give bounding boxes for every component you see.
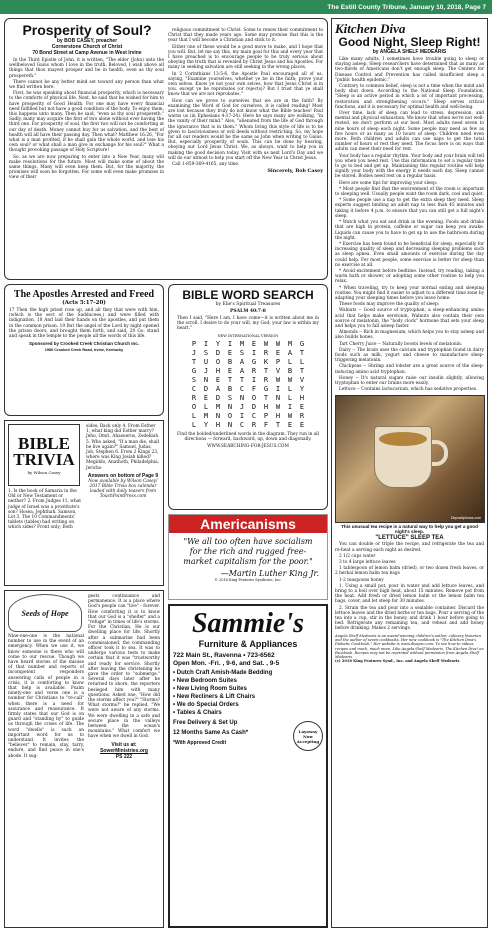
word-search-letter: J <box>191 348 197 357</box>
word-search-letter: P <box>275 357 281 366</box>
recipe-line: 1. Using a small pot, pour in water and add lettuce leaves, and bring to a boil over high heat, about 15 minutes. Remove pot from the heat. Add fresh or dried lemon balm or the lemon balm tea bags, cover, and let steep for 30 minutes. <box>335 583 484 605</box>
kd-paragraph: Lettuce -- Contains lactucarium, which has sedative properties. <box>339 387 478 393</box>
word-search-letter: R <box>263 375 269 384</box>
kd-paragraph: Dairy -- The brain uses the calcium and tryptophan found in dairy foods such as milk, yogurt and cheese to manufacture sleep-triggering melatonin. <box>335 347 484 364</box>
sammies-item: • New Recliners & Lift Chairs <box>173 693 323 701</box>
word-search-letter: W <box>263 339 269 348</box>
trivia-questions-right: sides; Back only 4. From Esther 1, what king did Esther marry? Jehu, Omri, Ahasuerus, Zedekiah 5. Who asked, "If a man die, shall he live again?" Samuel, Judas, Job, Stephen 6. From 2 Kings 23, where was King Josiah killed? Megiddo, Anathoth, Philadelphia, Jericho <box>86 424 160 471</box>
sammies-item: • Tables & Chairs <box>173 709 323 717</box>
tea-photo <box>335 395 485 523</box>
word-search-letter: S <box>239 348 245 357</box>
word-search-letter: R <box>191 393 197 402</box>
kd-paragraph: * Watch what you eat and drink in the evening. Foods and drinks that are high in protein, caffeine or sugar can keep you awake. Liquids can cause you to have to get up to use the bathroom during the night. <box>335 220 484 241</box>
word-search-letter: G <box>251 357 257 366</box>
word-search-letter: B <box>287 366 293 375</box>
word-search-letter: I <box>227 339 233 348</box>
prosperity-paragraph: How can we prove to ourselves that we are in the faith? By examining the Word of God for ourselves, it is called reading! Most are lost because they truly do not know what the Bible teaches! Paul warns us (in Ephesians 4:17-24). Here he says many are walking, "in the vanity of their mind." Also, "alienated from the life of God through the ignorance that is in them." Whom living this style of life is to be given to lasciviousness or evil deeds without restricting. So, my hope for all our readers would be the same as John when writing to Gaius. But, especially prosperity of souls. This can be done by hearing, obeying our Lord Jesus Christ. We, as always, want to help you in making the good decision today. Visit with us next Lord's Day and we will do our utmost to help you start off the New Year in Christ Jesus. <box>168 98 323 161</box>
word-search-letter: W <box>287 411 293 420</box>
sammies-address: 722 Main St., Ravenna • 723-6562 <box>173 652 275 659</box>
sammies-name: Sammie's <box>191 608 304 639</box>
americanisms-box <box>168 514 328 600</box>
word-search-letter: G <box>299 339 305 348</box>
word-search-letter: I <box>239 411 245 420</box>
recipe-line: You can double or triple the recipe, and refrigerate the tea and re-heat a serving each night as desired. <box>335 542 484 553</box>
kd-paragraph: Contrary to common belief, sleep is not a time when the mind and body shut down. According to the National Sleep Foundation, "Sleep is an active period in which a lot of important processing, restoration and strengthening occurs." Sleep serves critical functions, and it is necessary for optimal health and well-being. <box>335 84 484 110</box>
kd-paragraph: * Exercise has been found to be beneficial for sleep, especially for increasing quality of sleep and decreasing sleeping problems such as sleep apnea. Even small amounts of exercise during the day could help. For most people, some exercise is better for sleep than no exercise at all. <box>335 241 484 268</box>
mug-handle <box>430 440 448 466</box>
word-search-letter: E <box>227 348 233 357</box>
bible-trivia-logo <box>8 424 80 486</box>
kitchen-copyright: (c) 2018 King Features Synd., Inc. and Angela Shelf Medearis <box>335 659 460 664</box>
word-search-letter: N <box>203 375 209 384</box>
prosperity-paragraph: In the Third Epistle of John, it is written, "The elder (John) unto the wellbeloved Gaius whom I love in the truth. Beloved, I wish above all things that thou mayest prosper and be in health, even as thy soul prospereth." <box>9 58 164 79</box>
seeds-text-left: Nine-one-one is the national number to use in the event of an emergency. When we use it, we know someone is there who will come to our rescue. Though we have heard stories of the misuse of that number and reports of incompetent responders answering calls of people in a crisis, it is comforting to know that help is available. Psalm ninety-one and verse one is a number for Christians to "re-call" when there is a need for assurance and reassurance. It firmly states that our God is on guard and "standing by" to guide us through the crises of life. The word "dwells" is such an important word for us to understand. It invites the "believer" to remain, stay, tarry, endure, and find peace in one's abode. It sug- <box>8 634 84 759</box>
apostles-title: The Apostles Arrested and Freed <box>13 289 155 300</box>
word-search-letter: B <box>227 357 233 366</box>
word-search-letter: M <box>239 339 245 348</box>
recipe-line: 1-2 teaspoons honey <box>339 577 384 583</box>
word-search-grid <box>188 340 308 430</box>
word-search-letter: F <box>263 420 269 429</box>
word-search-letter: W <box>275 375 281 384</box>
kitchen-diva-body <box>335 57 484 392</box>
word-search-letter: Y <box>215 339 221 348</box>
kitchen-diva-byline: by ANGELA SHELF MEDEARIS <box>372 49 447 55</box>
word-search-letter: P <box>263 411 269 420</box>
sammies-subtitle: Furniture & Appliances <box>198 639 298 649</box>
prosperity-paragraph: religious commitment to Christ. Some to renew their commitment to Christ that they made years ago. Some may promise that this is the year that I will become a Christian and stick to it. <box>168 28 323 44</box>
seeds-text-right: gests continuance and permanence. It is a place where God's people can "live" - forever. How comforting it is to know that our God is a "shelter" and a "refuge" in times of life's storms. For the Christian, He is our dwelling place for life. Shortly after a submarine had been commissioned, the commanding officer took it to sea. It was to undergo various tests to make certain that it was "trustworthy and ready for service. Shortly after leaving the christening he gave the order to "submerge." Several days later after he returned to shore, the reporters besieged him with many questions. Asked one, "How did the storms affect you?" "Storms? What storms?" he replied. "We were not aware of any storms. We were dwelling in a safe and secure place in the valleys between the ocean's mountains." What comfort we have when we dwell in God. <box>88 594 160 740</box>
word-search-letter: E <box>203 393 209 402</box>
word-search-letter: I <box>287 402 293 411</box>
word-search-letter: L <box>287 384 293 393</box>
word-search-letter: T <box>263 393 269 402</box>
kd-paragraph: Here are some tips for improving your sleep: <box>339 180 438 186</box>
sammies-financing: 12 Months Same As Cash* <box>173 730 249 736</box>
word-search-letter: C <box>239 420 245 429</box>
trivia-questions-left: 1. Is the book of Samaria in the Old or New Testament or neither? 2. From Judges 11, what judge of Israel was a prostitute's son? Hosea, Jephthah, Samson, Lot 3. The 10 Commandments' tablets (tables) had writing on which sides? Front only; Both <box>8 489 82 531</box>
bible-trivia <box>4 420 164 586</box>
author-bio: Angela Shelf Medearis is an award-winning children's author, culinary historian and the author of seven cookbooks. Her new cookbook is "The Kitchen Diva's Diabetic Cookbook." Her website is www.divapro.com. To see how-to videos, recipes and much, much more, Like Angela Shelf Medearis, The Kitchen Diva! on Facebook. Recipes may not be reprinted without permission from Angela Shelf Medearis. <box>335 633 484 660</box>
kd-paragraph: Honey -- It's natural sugars raise our insulin slightly, allowing tryptophan to enter our brains more easily. <box>335 375 484 386</box>
word-search-caption: Find the bolded/underlined words in the diagram. They run in all directions — forward, backward, up, down and diagonally. <box>176 431 320 442</box>
word-search-letter: U <box>203 357 209 366</box>
prosperity-col-right <box>168 28 323 182</box>
prosperity-byline-2: Cornerstone Church of Christ <box>51 44 123 50</box>
word-search-letter: W <box>287 375 293 384</box>
word-search-letter: H <box>299 393 305 402</box>
word-search-letter: G <box>191 366 197 375</box>
word-search-letter: C <box>191 384 197 393</box>
word-search-letter: N <box>227 420 233 429</box>
seeds-logo-text: Seeds of Hope <box>21 608 69 618</box>
word-search-letter: T <box>239 375 245 384</box>
prosperity-byline-1: by BOB CASEY, preacher <box>56 38 118 44</box>
word-search-site: WWW.SEARCHING-FOR-JESUS.COM <box>207 443 289 449</box>
trivia-logo-trivia: TRIVIA <box>13 449 75 469</box>
word-search-letter: O <box>215 357 221 366</box>
word-search-letter: D <box>215 348 221 357</box>
word-search-title: BIBLE WORD SEARCH <box>182 288 314 302</box>
word-search-letter: H <box>263 402 269 411</box>
kd-paragraph: Like many adults, I sometimes have trouble going to sleep or staying asleep. Sleep researchers have determined that as many as two-thirds of Americans don't get enough sleep. The Centers for Disease Control and Prevention has called insufficient sleep a "public health epidemic." <box>335 57 484 83</box>
word-search-letter: L <box>191 411 197 420</box>
word-search-letter: R <box>251 366 257 375</box>
word-search-letter: I <box>203 339 209 348</box>
kd-paragraph: * Most people find that the environment of the room is important to sleeping well. Usually people want the room dark, cool and quiet. <box>335 186 484 198</box>
word-search-letter: O <box>191 402 197 411</box>
trivia-note: Now available by Wilson Casey! 2017 Bible Trivia box calendar loaded with daily teasers from TouchPointPress.com <box>88 478 158 500</box>
seeds-footer-site[interactable]: SowerMinistries.org <box>100 747 148 754</box>
kd-paragraph: * When traveling, try to keep your normal eating and sleeping routine. You might find it easier to adjust to a different time zone by adapting your sleeping times before you leave home. <box>335 285 484 301</box>
prosperity-paragraph: First, he was speaking about financial prosperity, which is necessary to the comforts of physical life. Next, he said that he wished for him to have prosperity of Good Health. For one may have every financial need fulfilled but not have a good condition of the body. To enjoy them, this happens unto many. Then he said, "even as thy soul prospereth." Sadly, many may acquire the first of two alone without ever having the third one. For prosperity of soul, the first two will not be comforting at our day of death. Money cannot buy for us salvation, and the best of health will all have their passing day. Then what? Matthew 16:26, "For what is a man profited, if he shall gain the whole world, and lose his own soul? or what shall a man give in exchange for his soul?" What a thought provoking passage of Holy Scripture! <box>9 91 164 154</box>
prosperity-paragraph: In 2 Corinthians 13:5-6, the Apostle Paul encouraged all of us, saying, "Examine yourselves, whether ye be in the faith; prove your own selves. Know ye not your own selves, how that Jesus Christ is in you, except ye be reprobates (or rejects)? But I trust that ye shall know that we are not reprobates." <box>168 71 323 98</box>
kd-paragraph: Your body has a regular rhythm. Your body and your brain will tell you when you need rest. Use this information to set a regular time to go to bed and get up. Maintaining this regular routine will help signify your body with the energy it needs each day. Sleep cannot be stored. Bodies need rest on a regular basis. <box>335 153 484 180</box>
word-search-letter: E <box>215 375 221 384</box>
kd-paragraph: Almonds -- Rich in magnesium, which helps you to stay asleep and also builds bones. <box>335 330 484 341</box>
recipe-line: 3 to 4 large lettuce leaves <box>339 560 396 565</box>
trivia-answers: Answers on bottom of Page 9 <box>87 472 159 479</box>
americanisms-author: —Martin Luther King Jr. <box>220 569 319 578</box>
word-search-letter: Y <box>203 420 209 429</box>
sammies-delivery: Free Delivery & Set Up <box>173 720 238 726</box>
word-search-letter: I <box>251 348 257 357</box>
prosperity-signature: Sincerely, Bob Casey <box>267 168 323 175</box>
word-search-letter: T <box>263 366 269 375</box>
word-search-letter: N <box>275 393 281 402</box>
word-search-letter: C <box>251 411 257 420</box>
recipe-line: 2 1/2 cups water <box>339 553 376 559</box>
word-search-letter: H <box>215 420 221 429</box>
kd-paragraph: * Avoid excitement before bedtime. Instead, try reading, taking a warm bath or shower, or adopting some other routine to help you relax. <box>335 268 484 285</box>
word-search-letter: A <box>287 348 293 357</box>
word-search-letter: N <box>215 411 221 420</box>
apostles-sponsor: Sponsored by Crooked Creek Christian Church Inc. <box>28 341 140 347</box>
sammies-item: • Dutch Craft Amish-Made Bedding <box>173 669 323 677</box>
word-search-letter: L <box>299 357 305 366</box>
americanisms-copyright: © 2018 King Features Syndicate, Inc. <box>214 578 282 582</box>
americanisms-quote: "We all too often have socialism for the rich and rugged free-market capitalism for the poor." <box>183 537 313 566</box>
americanisms-title: Americanisms <box>169 515 327 533</box>
word-search-letter: E <box>251 339 257 348</box>
word-search-letter: V <box>299 375 305 384</box>
kd-paragraph: Over time, lack of sleep can lead to stress, depression, and mental and physical exhaustion. We know that when we're not well-rested, we don't perform at our best. Most adults need seven to nine hours of sleep each night. Some people may need as few as five hours or as many as 10 hours of sleep. Children need even more. Both children and adults can use naps to get the total number of hours of rest they need. The focus here is on ways that adults can meet their need for rest. <box>335 111 484 153</box>
word-search-by: by Elie's Spiritual Treasures <box>215 302 281 307</box>
word-search-letter: A <box>239 366 245 375</box>
word-search-letter: T <box>299 366 305 375</box>
word-search-letter: S <box>227 393 233 402</box>
kd-paragraph: Chickpeas -- Shrimp and lobster are a great source of the sleep-inducing amino acid tryptophan. <box>335 364 484 375</box>
word-search-version: NEW INTERNATIONAL VERSION <box>217 333 279 338</box>
word-search-letter: E <box>275 348 281 357</box>
prosperity-col-left <box>9 58 164 182</box>
bible-word-search <box>168 284 328 510</box>
word-search-letter: M <box>215 402 221 411</box>
seeds-of-hope <box>4 590 164 928</box>
word-search-letter: S <box>191 375 197 384</box>
apostles-sponsor-address: 1980 Crooked Creek Road, Irvine, Kentucky <box>44 348 124 353</box>
prosperity-byline-3: 70 Bond Street at Camp Avenue in West Irvine <box>32 50 142 56</box>
word-search-letter: S <box>203 348 209 357</box>
word-search-verse: Then I said, "Here I am, I have come—it is written about me in the scroll. I desire to do your will, my God; your law is within my heart." <box>177 316 319 332</box>
sammies-hours: Open Mon. -Fri. , 9-6, and Sat. , 9-5 <box>173 660 280 667</box>
word-search-letter: M <box>203 411 209 420</box>
word-search-letter: R <box>251 420 257 429</box>
kitchen-diva-title: Good Night, Sleep Right! <box>338 35 481 49</box>
word-search-letter: D <box>203 384 209 393</box>
word-search-letter: J <box>203 366 209 375</box>
recipe-body <box>335 542 484 631</box>
word-search-letter: O <box>227 411 233 420</box>
recipe-title: "LETTUCE" SLEEP TEA <box>375 535 444 542</box>
word-search-letter: V <box>275 366 281 375</box>
word-search-letter: L <box>287 357 293 366</box>
kd-paragraph: Tart Cherry Juice -- Naturally boosts levels of melatonin. <box>339 341 463 347</box>
word-search-letter: B <box>227 384 233 393</box>
word-search-letter: P <box>191 339 197 348</box>
word-search-letter: L <box>287 393 293 402</box>
word-search-letter: Y <box>299 384 305 393</box>
word-search-letter: T <box>299 348 305 357</box>
word-search-letter: I <box>275 384 281 393</box>
prosperity-paragraph: There cannot be any better mind set toward any person than what we find written here. <box>9 79 164 91</box>
word-search-letter: D <box>251 402 257 411</box>
word-search-letter: O <box>251 393 257 402</box>
word-search-letter: G <box>263 384 269 393</box>
trivia-author: by Wilson Casey <box>27 469 61 475</box>
word-search-letter: L <box>203 402 209 411</box>
sammies-item: • New Bedroom Suites <box>173 677 323 685</box>
word-search-letter: A <box>215 384 221 393</box>
sammies-ad <box>168 604 328 928</box>
word-search-letter: E <box>299 402 305 411</box>
kd-paragraph: * Some people use a nap to get the extra sleep they need. Sleep experts suggest limiting an adult nap to less than 45 minutes and taking it before 4 p.m. to ensure that you can still get a full night's sleep. <box>335 198 484 219</box>
prosperity-article <box>4 18 328 280</box>
word-search-psalm: PSALM 40:7-8 <box>230 309 266 314</box>
kitchen-diva-article <box>331 18 488 928</box>
recipe-line: 1 tablespoon of lemon balm (dried), or two dozen fresh leaves, or 2 herbal lemon balm tea bags <box>335 566 484 577</box>
sammies-item: • We do Special Orders <box>173 701 323 709</box>
word-search-letter: W <box>275 339 281 348</box>
word-search-letter: C <box>239 384 245 393</box>
seeds-footer-code: PS 222 <box>115 753 133 760</box>
word-search-letter: I <box>251 375 257 384</box>
word-search-letter: T <box>275 420 281 429</box>
prosperity-paragraph: So, as we are now preparing to enter into a New Year, many will make resolutions for the future. Most will make some of about the same things. Many will even keep them. But, for the majority, the promises will soon be forgotten. For some will even make promises in view of their <box>9 154 164 181</box>
word-search-letter: A <box>239 357 245 366</box>
kd-paragraph: These foods may improve the quality of sleep: <box>339 302 440 308</box>
word-search-letter: M <box>287 339 293 348</box>
word-search-letter: W <box>275 402 281 411</box>
word-search-letter: E <box>227 366 233 375</box>
prosperity-title: Prosperity of Soul? <box>22 22 152 38</box>
word-search-letter: H <box>275 411 281 420</box>
apostles-text: 17 Then the high priest rose up, and all they that were with him, (which is the sect of the Sadducees,) and were filled with indignation, 18 And laid their hands on the apostles, and put them in the common prison. 19 But the angel of the Lord by night opened the prison doors, and brought them forth, and said, 20 Go, stand and speak in the temple to the people all the words of this life. <box>9 308 159 340</box>
word-search-letter: E <box>287 420 293 429</box>
sammies-items <box>173 669 323 717</box>
trivia-logo-bible: BIBLE <box>18 433 70 453</box>
word-search-letter: L <box>191 420 197 429</box>
apostles-article <box>4 284 164 416</box>
word-search-letter: K <box>263 357 269 366</box>
prosperity-paragraph: Either one of these would be a good move to make, and I hope that you will. But, let me say this, my main goal for this and every year that I have preached is to encourage people to be truly serious about obeying the truth that is revealed by Christ Jesus and his Apostles. For many in seeking salvation are still seeking in the wrong places. <box>168 44 323 71</box>
seeds-footer-visit: Visit us at: <box>111 741 137 748</box>
word-search-letter: N <box>239 393 245 402</box>
layaway-seal: Layaway Now Accepting <box>293 721 323 751</box>
apostles-reference: (Acts 5:17-20) <box>62 300 106 306</box>
word-search-letter: D <box>215 393 221 402</box>
kd-paragraph: Walnuts -- Good source of tryptophan, a sleep-enhancing amino acid that helps make serotonin. Walnuts also contain their own source of melatonin, the "body clock" hormone that sets your sleep and helps you to fall asleep faster. <box>335 308 484 329</box>
sammies-item: • New Living Room Suites <box>173 685 323 693</box>
word-search-letter: R <box>299 411 305 420</box>
photo-credit: Depositphotos.com <box>451 516 481 521</box>
word-search-letter: T <box>191 357 197 366</box>
recipe-line: 2. Strain the tea and pour into a sealable container. Discard the lettuce leaves and the dried herbs or tea bags. Pour a serving of the tea into a cup, stir in the honey, and drink 1 hour before going to bed. Refrigerate any remaining tea, and reheat and add honey before drinking. Makes 2 servings. <box>335 605 484 632</box>
word-search-letter: R <box>263 348 269 357</box>
photo-caption: This unusual tea recipe is a natural way to help you get a good night's sleep. <box>341 524 478 535</box>
word-search-letter: E <box>299 420 305 429</box>
sammies-credit-note: *With Approved Credit <box>173 740 227 746</box>
word-search-letter: H <box>215 366 221 375</box>
prosperity-paragraph: Call 1-859-369-4165, any time. <box>172 162 240 168</box>
header-text: The Estill County Tribune, January 10, 2018, Page 7 <box>327 3 486 11</box>
word-search-letter: J <box>239 402 245 411</box>
seeds-logo <box>8 594 82 632</box>
word-search-letter: N <box>227 402 233 411</box>
word-search-letter: T <box>227 375 233 384</box>
kitchen-diva-head: Kitchen Diva <box>335 21 406 36</box>
page-header <box>0 0 492 14</box>
word-search-letter: F <box>251 384 257 393</box>
